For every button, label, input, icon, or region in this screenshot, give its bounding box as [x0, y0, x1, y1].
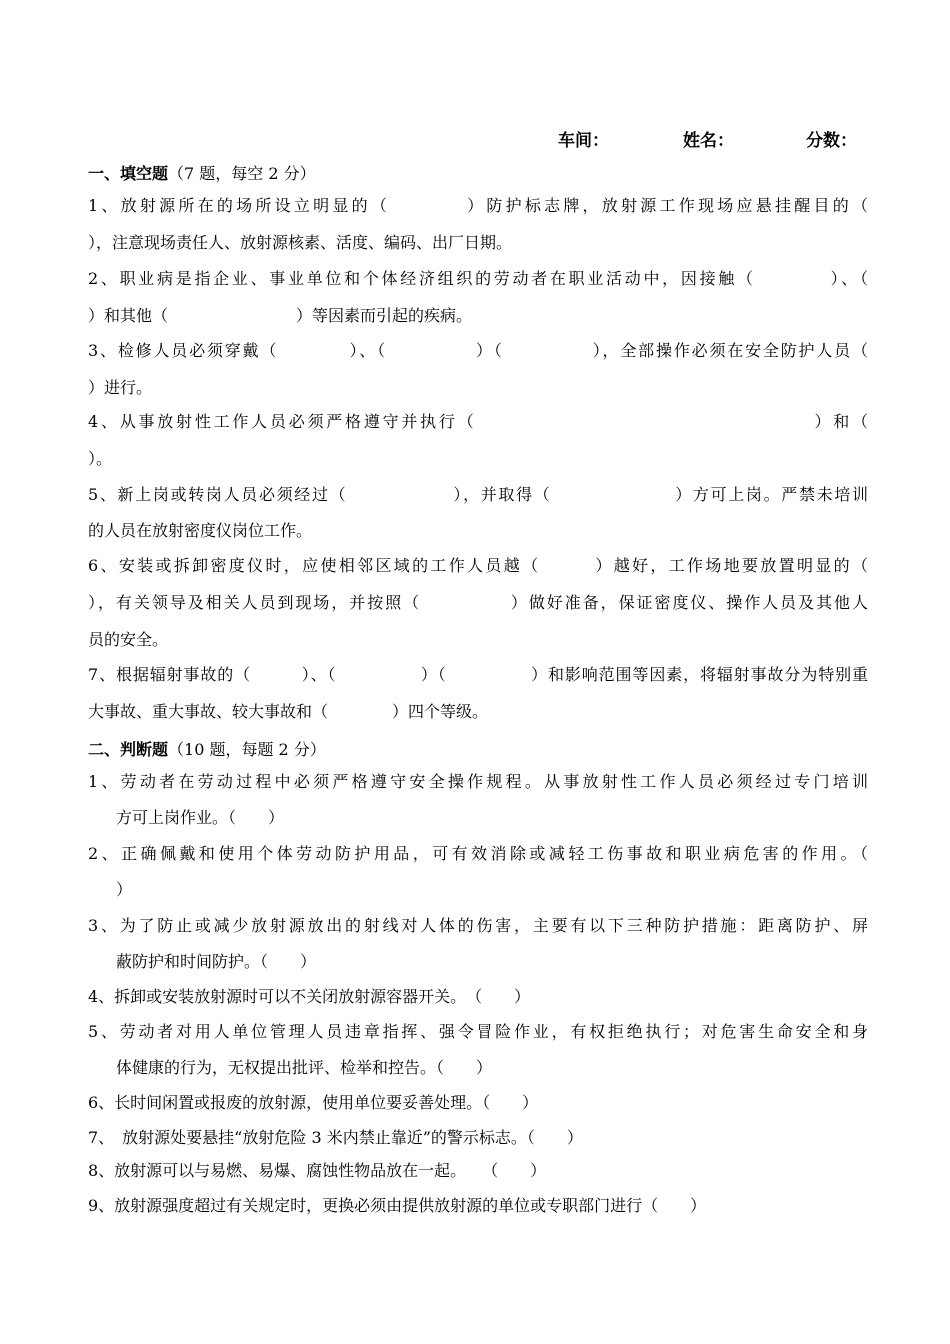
fill-line: 员的安全。	[88, 630, 169, 649]
fill-line: ）进行。	[88, 378, 153, 397]
fill-line: 的人员在放射密度仪岗位工作。	[88, 521, 313, 540]
section-fill-note: （7 题，每空 2 分）	[168, 164, 316, 183]
judge-line: 6、长时间闲置或报废的放射源，使用单位要妥善处理。（ ）	[88, 1093, 539, 1112]
fill-line: 大事故、重大事故、较大事故和（ ）四个等级。	[88, 702, 489, 721]
fill-line: 5、新上岗或转岗人员必须经过（ ），并取得（ ）方可上岗。严禁未培训	[88, 485, 868, 504]
judge-line: 9、放射源强度超过有关规定时，更换必须由提供放射源的单位或专职部门进行（ ）	[88, 1196, 707, 1215]
section-fill-heading: 一、填空题	[88, 164, 169, 183]
judge-line: 5、劳动者对用人单位管理人员违章指挥、强令冒险作业，有权拒绝执行；对危害生命安全和身	[88, 1022, 868, 1041]
fill-line: ），有关领导及相关人员到现场，并按照（ ）做好准备，保证密度仪、操作人员及其他人	[88, 593, 868, 612]
judge-line: 方可上岗作业。（ ）	[116, 808, 285, 827]
fill-line: 1、放射源所在的场所设立明显的（ ）防护标志牌，放射源工作现场应悬挂醒目的（	[88, 196, 868, 215]
judge-line: 2、正确佩戴和使用个体劳动防护用品，可有效消除或减轻工伤事故和职业病危害的作用。（	[88, 844, 868, 863]
section-judge-note: （10 题，每题 2 分）	[168, 740, 326, 759]
fill-line: ）。	[88, 449, 113, 468]
fill-line: 4、从事放射性工作人员必须严格遵守并执行（ ）和（	[88, 412, 868, 431]
judge-line: ）	[116, 880, 133, 899]
fill-line: ）和其他（ ）等因素而引起的疾病。	[88, 306, 473, 325]
fill-line: ），注意现场责任人、放射源核素、活度、编码、出厂日期。	[88, 233, 513, 252]
section-judge-heading: 二、判断题	[88, 740, 169, 759]
name-label: 姓名：	[683, 131, 734, 151]
fill-line: 2、职业病是指企业、事业单位和个体经济组织的劳动者在职业活动中，因接触（ ）、（	[88, 269, 868, 288]
judge-line: 4、拆卸或安装放射源时可以不关闭放射源容器开关。 （ ）	[88, 987, 531, 1006]
judge-line: 8、放射源可以与易燃、易爆、腐蚀性物品放在一起。 （ ）	[88, 1161, 547, 1180]
score-label: 分数：	[806, 131, 857, 151]
judge-line: 体健康的行为，无权提出批评、检举和控告。（ ）	[116, 1058, 493, 1077]
judge-line: 蔽防护和时间防护。（ ）	[116, 952, 317, 971]
fill-line: 3、检修人员必须穿戴（ ）、（ ）（ ），全部操作必须在安全防护人员（	[88, 341, 868, 360]
section-fill-title	[88, 161, 316, 184]
judge-line: 7、 放射源处要悬挂“放射危险 3 米内禁止靠近”的警示标志。（ ）	[88, 1128, 583, 1147]
section-judge-title	[88, 737, 326, 760]
judge-line: 1、劳动者在劳动过程中必须严格遵守安全操作规程。从事放射性工作人员必须经过专门培训	[88, 772, 868, 791]
judge-line: 3、为了防止或减少放射源放出的射线对人体的伤害，主要有以下三种防护措施：距离防护、屏	[88, 916, 868, 935]
fill-line: 7、根据辐射事故的（ ）、（ ）（ ）和影响范围等因素，将辐射事故分为特别重	[88, 665, 868, 684]
workshop-label: 车间：	[558, 131, 609, 151]
fill-line: 6、安装或拆卸密度仪时，应使相邻区域的工作人员越（ ）越好，工作场地要放置明显的（	[88, 556, 868, 575]
